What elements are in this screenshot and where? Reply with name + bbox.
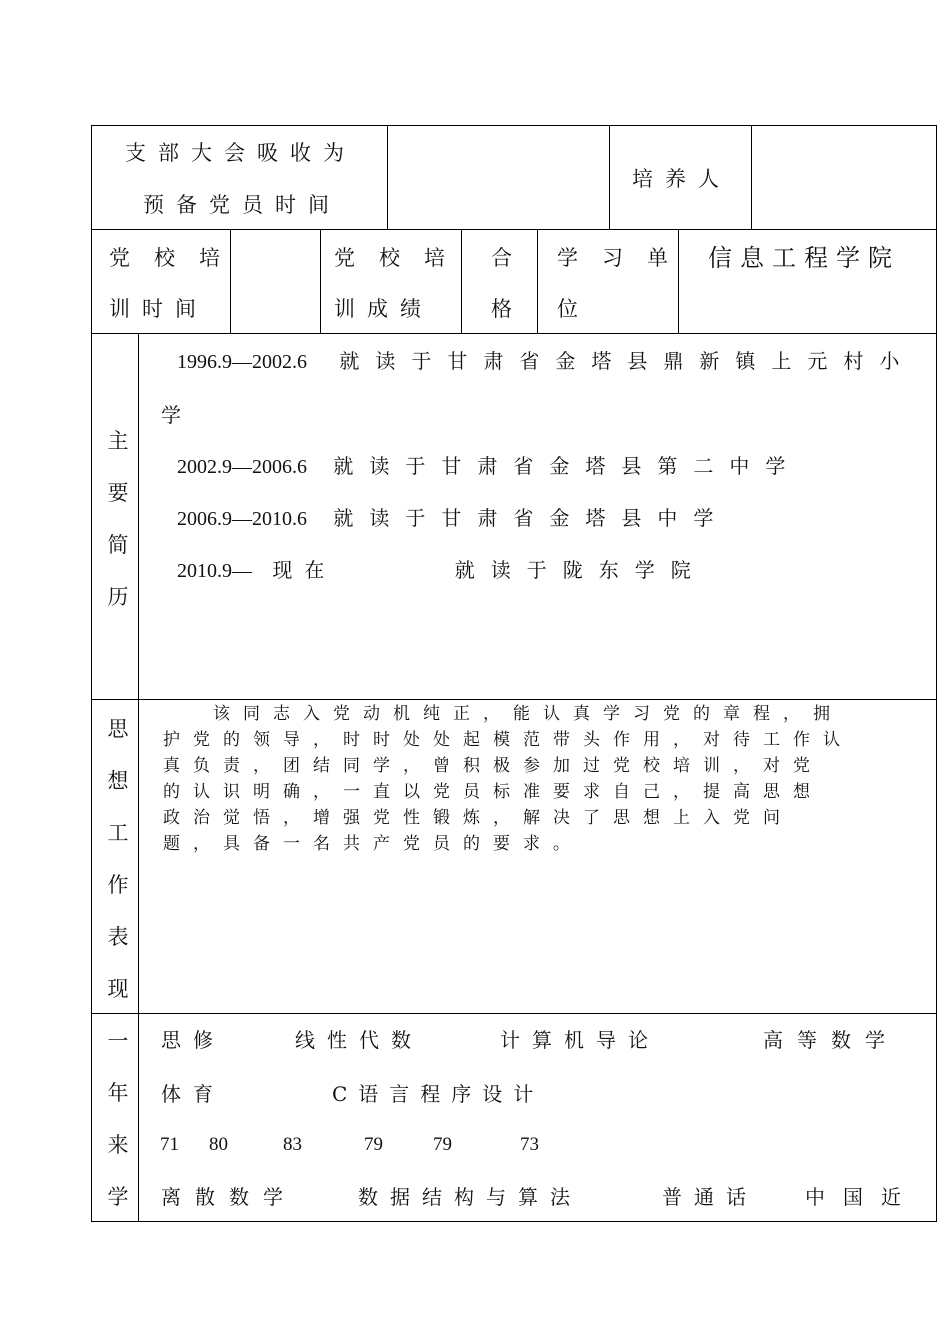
col-divider xyxy=(537,229,538,333)
study-label: 一 年 来 学 xyxy=(107,1029,129,1209)
resume-entry-1-wrap: 学 xyxy=(161,403,193,427)
training-score-label-line1: 党校培 xyxy=(334,246,469,270)
score: 79 xyxy=(364,1134,383,1155)
resume-text: 就读于甘肃省金塔县鼎新镇上元村小 xyxy=(339,349,916,373)
resume-period: 2010.9— xyxy=(177,560,252,582)
resume-entry-1 xyxy=(177,351,915,372)
course-siyou: 思修 xyxy=(161,1028,225,1052)
resume-text: 就读于甘肃省金塔县中学 xyxy=(333,506,730,530)
score: 71 xyxy=(160,1134,179,1155)
course-mandarin: 普通话 xyxy=(662,1185,758,1209)
admission-time-label-line1: 支部大会吸收为 xyxy=(125,141,356,165)
course-modern-history: 中国近 xyxy=(805,1185,919,1209)
trainer-label: 培养人 xyxy=(632,167,731,191)
study-unit-label-line1: 学习单 xyxy=(557,246,692,270)
thought-line: 的认识明确，一直以党员标准要求自己，提高思想 xyxy=(163,782,823,802)
col-divider xyxy=(461,229,462,333)
course-c-programming: C语言程序设计 xyxy=(332,1082,545,1106)
resume-period: 2006.9—2010.6 xyxy=(177,508,307,530)
score: 80 xyxy=(209,1134,228,1155)
training-score-value-line1: 合 xyxy=(491,246,524,270)
resume-entry-4 xyxy=(177,560,707,581)
thought-work-label: 思 想 工 作 表 现 xyxy=(107,717,129,1001)
thought-line: 真负责，团结同学，曾积极参加过党校培训，对党 xyxy=(163,756,823,776)
resume-text: 现在 xyxy=(272,558,337,582)
resume-text: 就读于陇东学院 xyxy=(454,558,707,582)
col-divider xyxy=(230,229,231,333)
score: 79 xyxy=(433,1134,452,1155)
study-unit-value: 信息工程学院 xyxy=(708,244,900,272)
course-pe: 体育 xyxy=(161,1082,225,1106)
thought-line: 政治觉悟，增强党性锻炼，解决了思想上入党问 xyxy=(163,808,793,828)
thought-line: 护党的领导，时时处处起模范带头作用，对待工作认 xyxy=(163,730,853,750)
resume-entry-2 xyxy=(177,456,801,477)
training-score-value-line2: 格 xyxy=(491,297,524,321)
row-divider xyxy=(91,1013,937,1014)
course-advanced-math: 高等数学 xyxy=(763,1028,899,1052)
admission-time-label-line2: 预备党员时间 xyxy=(143,193,341,217)
course-discrete-math: 离散数学 xyxy=(161,1185,297,1209)
training-time-label-line1: 党校培 xyxy=(109,246,244,270)
resume-text: 就读于甘肃省金塔县第二中学 xyxy=(333,454,802,478)
thought-line: 题，具备一名共产党员的要求。 xyxy=(163,834,583,854)
resume-entry-3 xyxy=(177,508,729,529)
study-unit-label-line2: 位 xyxy=(557,297,590,321)
thought-work-text xyxy=(163,701,903,857)
score: 73 xyxy=(520,1134,539,1155)
table-border-right xyxy=(936,125,937,1222)
course-data-structures: 数据结构与算法 xyxy=(358,1185,582,1209)
thought-line: 该同志入党动机纯正，能认真学习党的章程，拥 xyxy=(213,704,843,724)
row-divider xyxy=(91,333,937,334)
resume-label: 主 要 简 历 xyxy=(107,429,129,609)
table-border-bottom xyxy=(91,1221,937,1222)
label-col-divider xyxy=(138,333,139,1221)
course-intro-computing: 计算机导论 xyxy=(500,1028,660,1052)
col-divider xyxy=(751,125,752,229)
col-divider xyxy=(609,125,610,229)
resume-period: 1996.9—2002.6 xyxy=(177,351,307,373)
score: 83 xyxy=(283,1134,302,1155)
training-time-label-line2: 训时间 xyxy=(109,297,208,321)
membership-form-table xyxy=(91,125,937,1222)
table-border-top xyxy=(91,125,937,126)
resume-period: 2002.9—2006.6 xyxy=(177,456,307,478)
col-divider xyxy=(387,125,388,229)
col-divider xyxy=(678,229,679,333)
row-divider xyxy=(91,699,937,700)
table-border-left xyxy=(91,125,92,1222)
course-linear-algebra: 线性代数 xyxy=(295,1028,423,1052)
training-score-label-line2: 训成绩 xyxy=(334,297,433,321)
col-divider xyxy=(320,229,321,333)
row-divider xyxy=(91,229,937,230)
